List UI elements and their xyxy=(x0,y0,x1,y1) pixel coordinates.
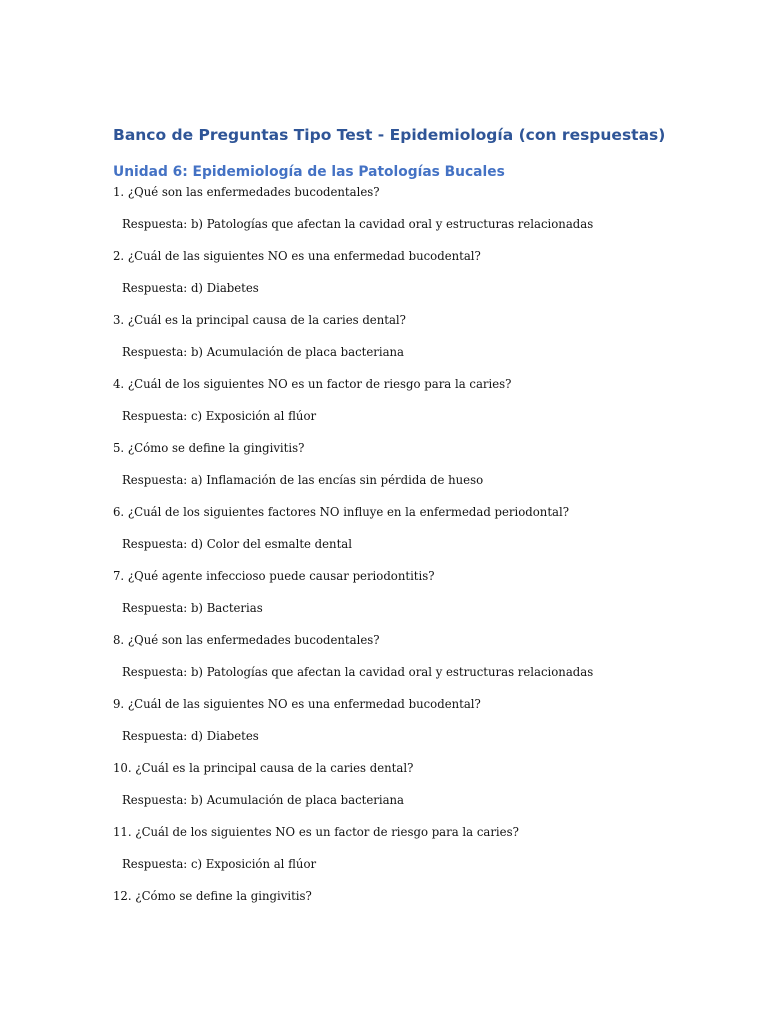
answer-7: Respuesta: b) Bacterias xyxy=(122,601,263,615)
answer-4: Respuesta: c) Exposición al flúor xyxy=(122,409,317,423)
question-9: 9. ¿Cuál de las siguientes NO es una enfermedad bucodental? xyxy=(113,697,481,711)
answer-1: Respuesta: b) Patologías que afectan la cavidad oral y estructuras relacionadas xyxy=(122,217,594,231)
question-10: 10. ¿Cuál es la principal causa de la caries dental? xyxy=(113,761,414,775)
document-content xyxy=(113,124,713,904)
answer-3: Respuesta: b) Acumulación de placa bacteriana xyxy=(122,345,405,359)
answer-6: Respuesta: d) Color del esmalte dental xyxy=(122,537,352,551)
question-6: 6. ¿Cuál de los siguientes factores NO influye en la enfermedad periodontal? xyxy=(113,505,569,519)
answer-8: Respuesta: b) Patologías que afectan la cavidad oral y estructuras relacionadas xyxy=(122,665,594,679)
question-list xyxy=(113,184,713,904)
question-2: 2. ¿Cuál de las siguientes NO es una enfermedad bucodental? xyxy=(113,249,481,263)
question-4: 4. ¿Cuál de los siguientes NO es un factor de riesgo para la caries? xyxy=(113,377,512,391)
answer-11: Respuesta: c) Exposición al flúor xyxy=(122,857,317,871)
answer-2: Respuesta: d) Diabetes xyxy=(122,281,259,295)
question-12: 12. ¿Cómo se define la gingivitis? xyxy=(113,889,312,903)
question-11: 11. ¿Cuál de los siguientes NO es un factor de riesgo para la caries? xyxy=(113,825,519,839)
question-7: 7. ¿Qué agente infeccioso puede causar periodontitis? xyxy=(113,569,435,583)
unit-heading: Unidad 6: Epidemiología de las Patologías Bucales xyxy=(113,164,505,180)
answer-10: Respuesta: b) Acumulación de placa bacteriana xyxy=(122,793,405,807)
document-title: Banco de Preguntas Tipo Test - Epidemiología (con respuestas) xyxy=(113,126,666,144)
answer-9: Respuesta: d) Diabetes xyxy=(122,729,259,743)
question-8: 8. ¿Qué son las enfermedades bucodentales? xyxy=(113,633,380,647)
question-5: 5. ¿Cómo se define la gingivitis? xyxy=(113,441,305,455)
question-3: 3. ¿Cuál es la principal causa de la caries dental? xyxy=(113,313,406,327)
answer-5: Respuesta: a) Inflamación de las encías sin pérdida de hueso xyxy=(122,473,484,487)
question-1: 1. ¿Qué son las enfermedades bucodentales? xyxy=(113,185,380,199)
